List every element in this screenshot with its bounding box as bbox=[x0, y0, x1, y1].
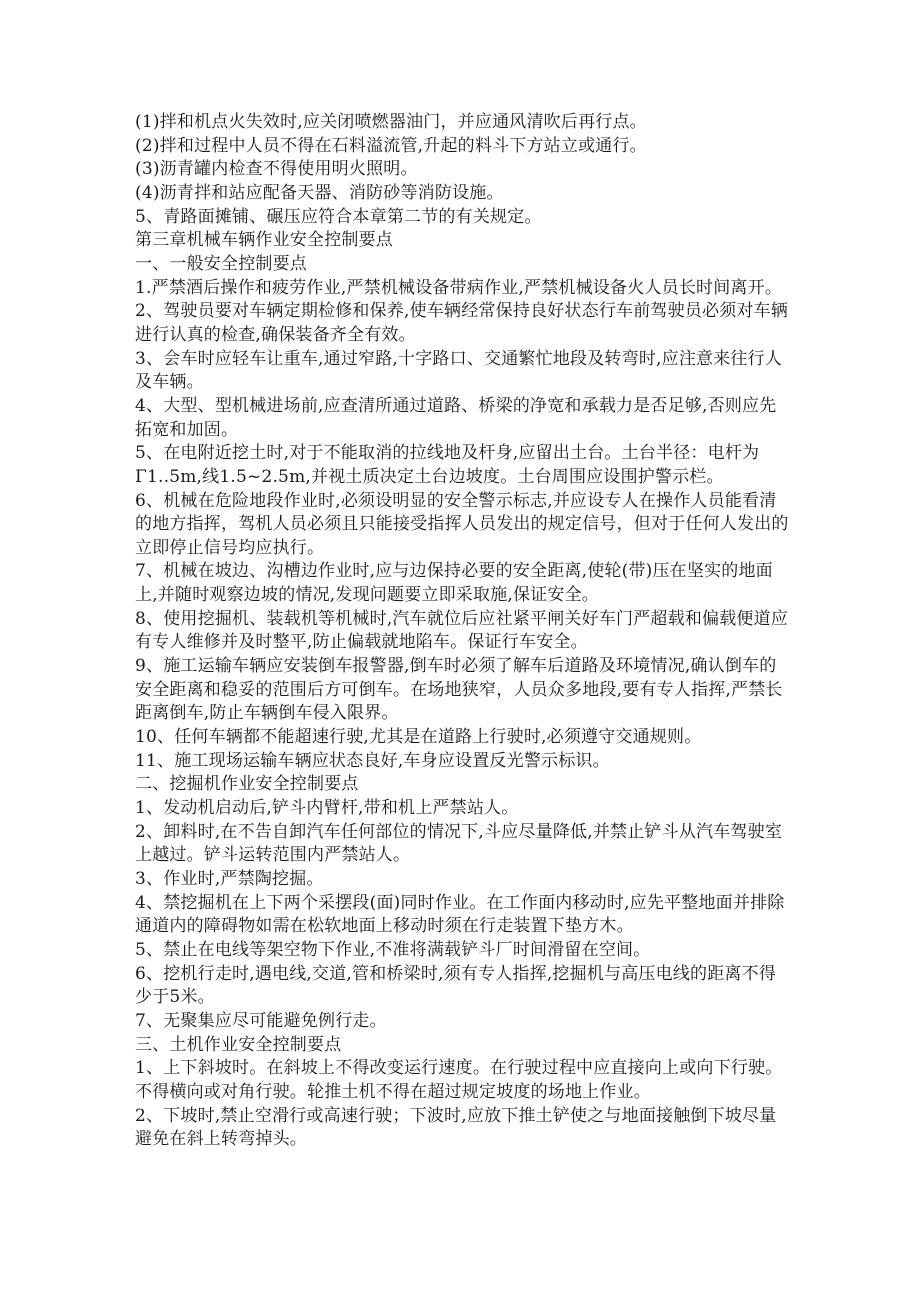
section-heading: 三、土机作业安全控制要点 bbox=[135, 1034, 342, 1055]
text-line: 进行认真的检查,确保装备齐全有效。 bbox=[135, 324, 416, 345]
text-line: 通道内的障碍物如需在松软地面上移动时须在行走装置下垫方木。 bbox=[135, 916, 634, 937]
text-line: 11、施工现场运输车辆应状态良好,车身应设置反光警示标识。 bbox=[135, 750, 610, 771]
text-line: 避免在斜上转弯掉头。 bbox=[135, 1129, 307, 1150]
text-line: 的地方指挥，驾机人员必须且只能接受指挥人员发出的规定信号，但对于任何人发出的 bbox=[135, 514, 789, 535]
text-line: 5、在电附近挖土时,对于不能取消的拉线地及杆身,应留出土台。土台半径：电杆为 bbox=[135, 443, 760, 464]
section-heading: 二、挖掘机作业安全控制要点 bbox=[135, 774, 359, 795]
text-line: 1.严禁酒后操作和疲劳作业,严禁机械设备带病作业,严禁机械设备火人员长时间离开。 bbox=[135, 277, 783, 298]
text-line: (2)拌和过程中人员不得在石料溢流管,升起的料斗下方站立或通行。 bbox=[135, 135, 647, 156]
text-line: (4)沥青拌和站应配备天器、消防砂等消防设施。 bbox=[135, 182, 504, 203]
text-line: 10、任何车辆都不能超速行驶,尤其是在道路上行驶时,必须遵守交通规则。 bbox=[135, 727, 702, 748]
text-line: 7、机械在坡边、沟槽边作业时,应与边保持必要的安全距离,使轮(带)压在坚实的地面 bbox=[135, 561, 773, 582]
text-line: 2、下坡时,禁止空滑行或高速行驶；下波时,应放下推土铲使之与地面接触倒下坡尽量 bbox=[135, 1105, 777, 1126]
text-line: 3、作业时,严禁陶挖掘。 bbox=[135, 869, 324, 889]
text-line: 拓宽和加固。 bbox=[135, 419, 239, 440]
text-line: 立即停止信号均应执行。 bbox=[135, 537, 325, 558]
text-line: 上越过。铲斗运转范围内严禁站人。 bbox=[135, 845, 411, 866]
text-line: 5、青路面摊铺、碾压应符合本章第二节的有关规定。 bbox=[135, 206, 542, 227]
text-line: 不得横向或对角行驶。轮推土机不得在超过规定坡度的场地上作业。 bbox=[135, 1081, 651, 1102]
text-line: 6、机械在危险地段作业时,必须设明显的安全警示标志,并应设专人在操作人员能看清 bbox=[135, 490, 777, 511]
text-line: 9、施工运输车辆应安装倒车报警器,倒车时必须了解车后道路及环境情况,确认倒车的 bbox=[135, 656, 777, 677]
section-heading: 一、一般安全控制要点 bbox=[135, 253, 307, 274]
text-line: 5、禁止在电线等架空物下作业,不准将满载铲斗厂时间滑留在空间。 bbox=[135, 939, 651, 960]
chapter-heading: 第三章机械车辆作业安全控制要点 bbox=[135, 230, 393, 251]
text-line: (1)拌和机点火失效时,应关闭喷燃器油门，并应通风清吹后再行点。 bbox=[135, 112, 647, 132]
text-line: 距离倒车,防止车辆倒车侵入限界。 bbox=[135, 703, 399, 724]
text-line: Γ1..5m,线1.5~2.5m,并视土质决定土台边坡度。土台周围应设围护警示栏。 bbox=[135, 466, 724, 487]
text-line: 及车辆。 bbox=[135, 372, 204, 393]
text-line: 3、会车时应轻车让重车,通过窄路,十字路口、交通繁忙地段及转弯时,应注意来往行人 bbox=[135, 348, 783, 369]
text-line: 8、使用挖掘机、装载机等机械时,汽车就位后应社紧平闸关好车门严超载和偏载便道应 bbox=[135, 608, 789, 629]
document-body bbox=[135, 111, 795, 1152]
text-line: 2、卸料时,在不告自卸汽车任何部位的情况下,斗应尽量降低,并禁止铲斗从汽车驾驶室 bbox=[135, 821, 783, 842]
text-line: 1、上下斜坡时。在斜坡上不得改变运行速度。在行驶过程中应直接向上或向下行驶。 bbox=[135, 1058, 783, 1079]
text-line: (3)沥青罐内检查不得使用明火照明。 bbox=[135, 159, 418, 180]
text-line: 2、驾驶员要对车辆定期检修和保养,使车辆经常保持良好状态行车前驾驶员必须对车辆 bbox=[135, 301, 789, 322]
text-line: 4、禁挖掘机在上下两个采摆段(面)同时作业。在工作面内移动时,应先平整地面并排除 bbox=[135, 892, 785, 913]
text-line: 7、无聚集应尽可能避免例行走。 bbox=[135, 1010, 387, 1031]
text-line: 上,并随时观察边坡的情况,发现问题要立即采取施,保证安全。 bbox=[135, 585, 600, 606]
text-line: 有专人维修并及时整平,防止偏载就地陷车。保证行车安全。 bbox=[135, 632, 588, 653]
text-line: 少于5米。 bbox=[135, 987, 215, 1008]
text-line: 1、发动机启动后,铲斗内臂杆,带和机上严禁站人。 bbox=[135, 798, 519, 819]
text-line: 6、挖机行走时,遇电线,交道,管和桥梁时,须有专人指挥,挖掘机与高压电线的距离不得 bbox=[135, 963, 777, 984]
text-line: 4、大型、型机械进场前,应查清所通过道路、桥梁的净宽和承载力是否足够,否则应先 bbox=[135, 395, 777, 416]
text-line: 安全距离和稳妥的范围后方可倒车。在场地狭窄，人员众多地段,要有专人指挥,严禁长 bbox=[135, 679, 783, 700]
